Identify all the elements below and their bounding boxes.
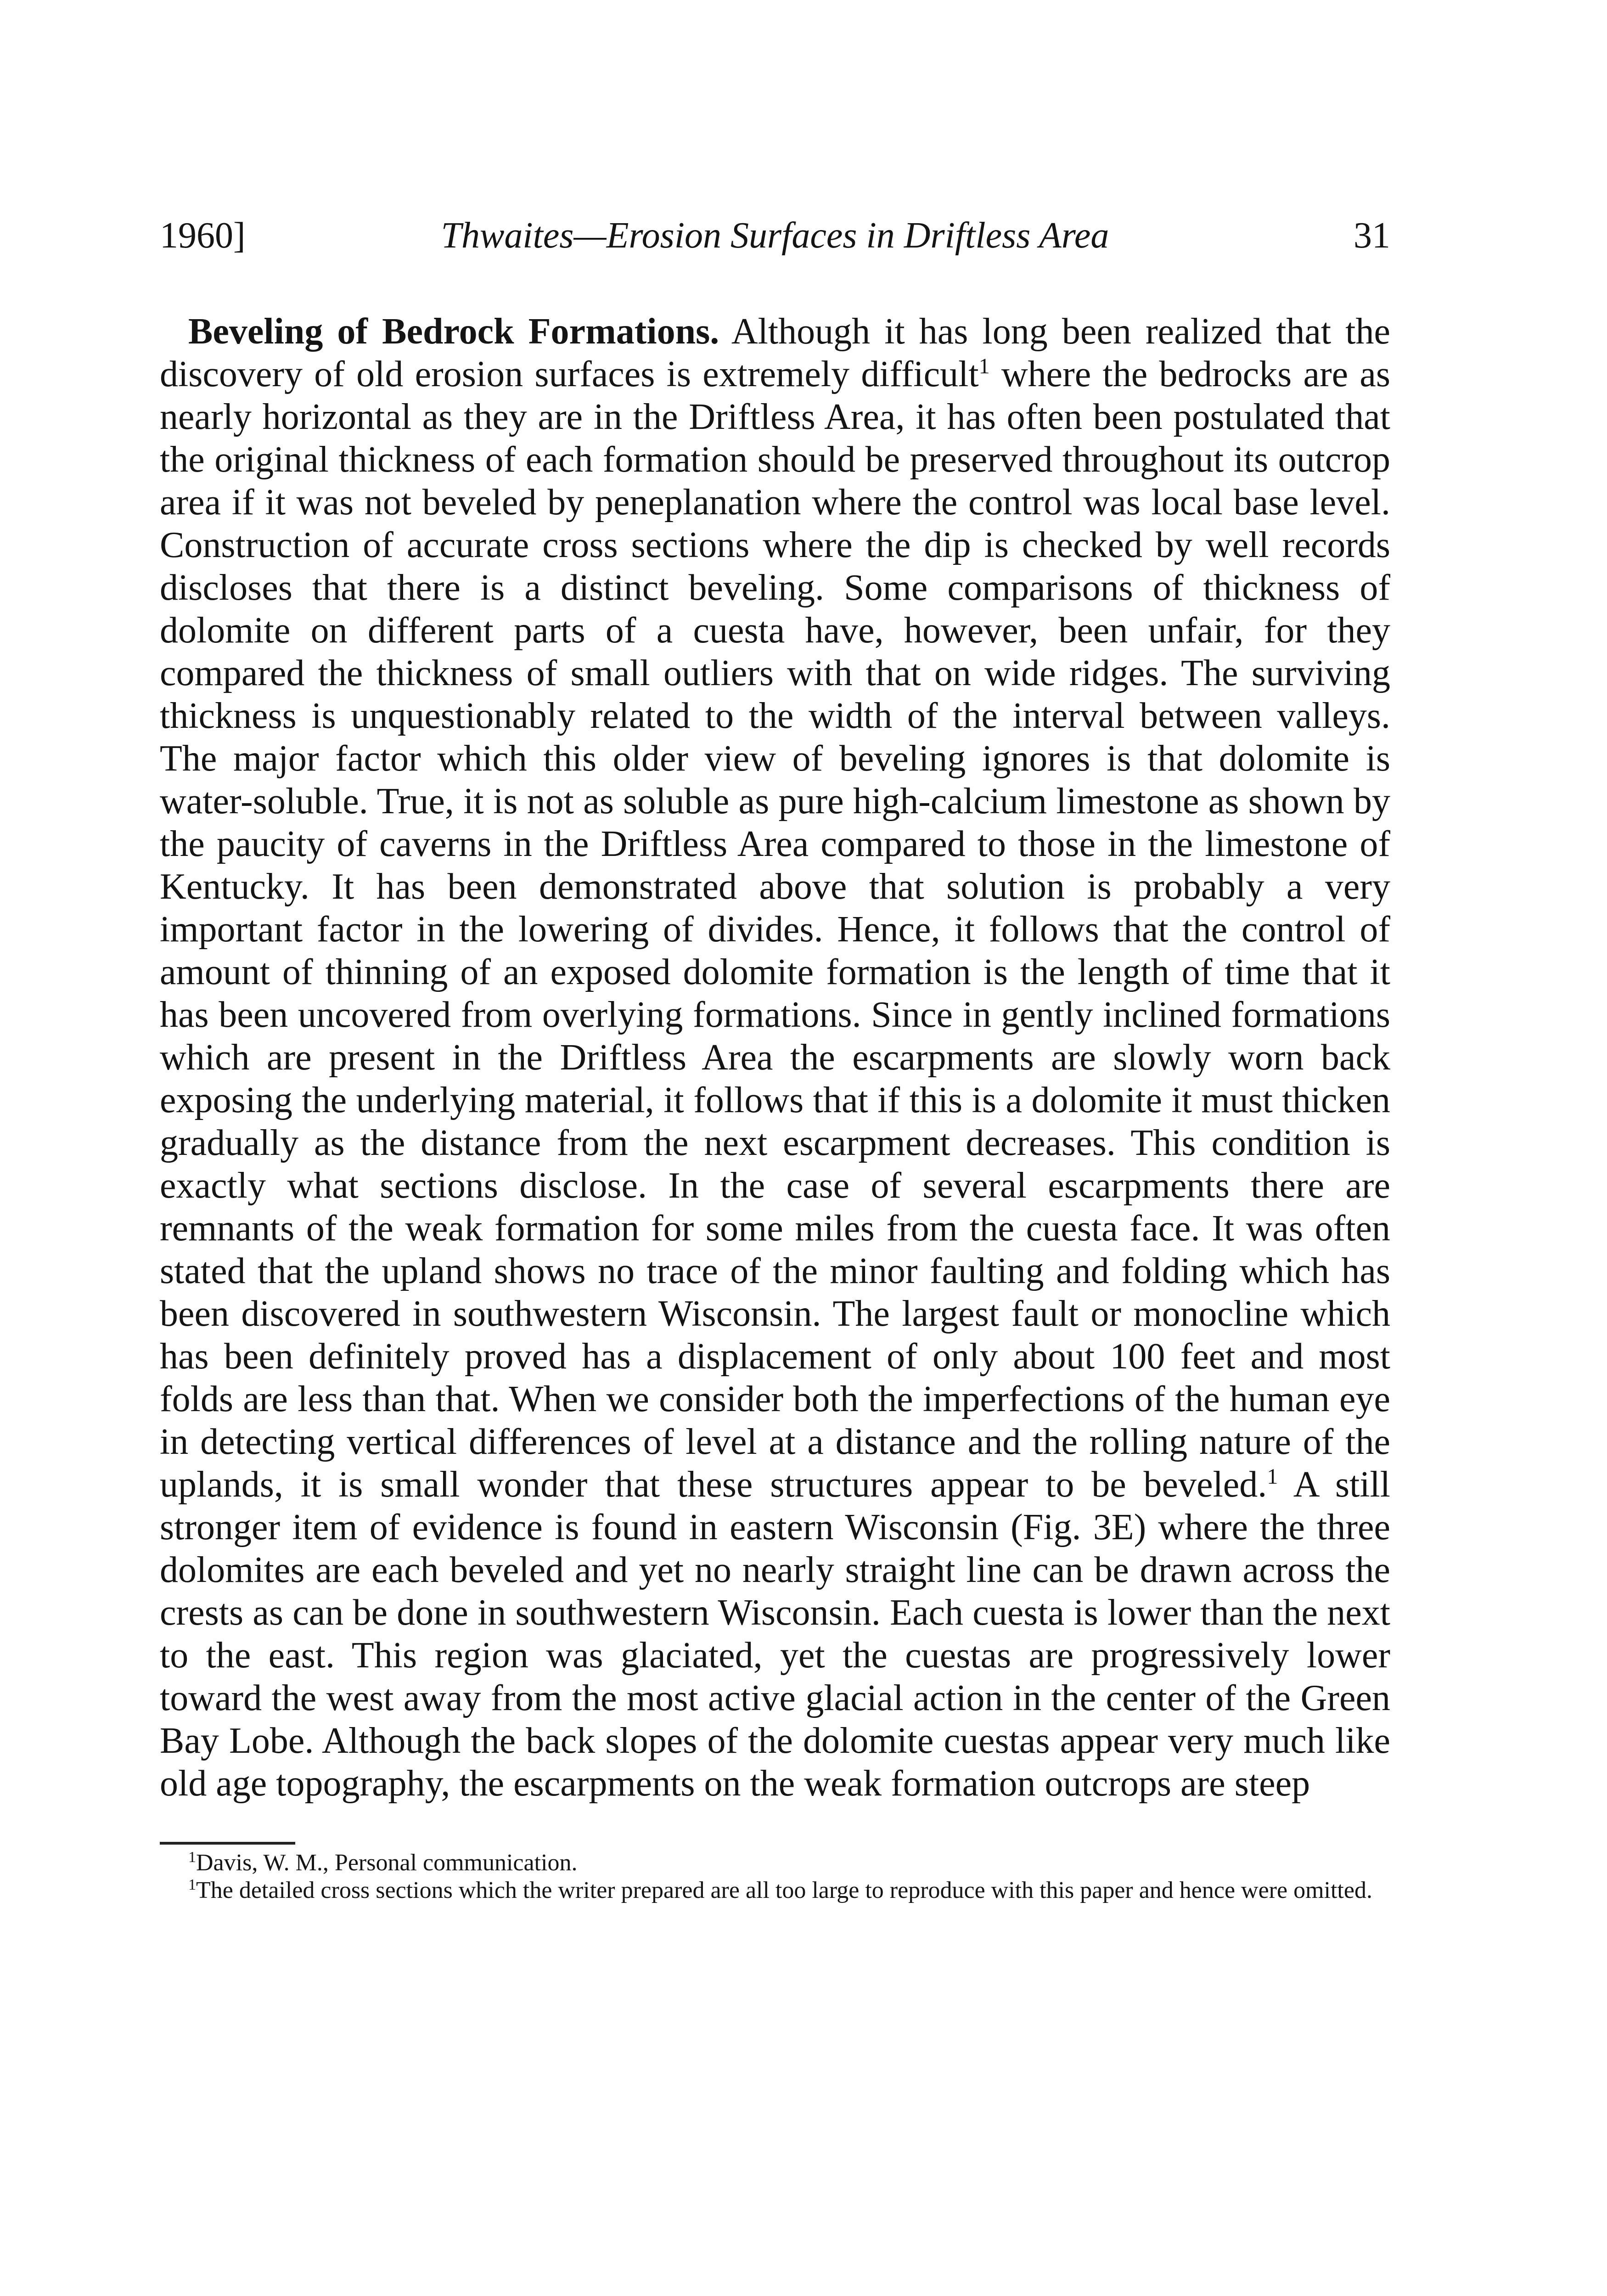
footnote-1 <box>160 1849 1390 1877</box>
footnote-2-text: The detailed cross sections which the writer prepared are all too large to reproduce with this paper and hence were omitted. <box>196 1877 1372 1903</box>
footnotes <box>160 1849 1390 1904</box>
body-paragraph <box>160 310 1390 1805</box>
body-text-part-1: Although it has long been realized that the discovery of old erosion surfaces is extremely difficult <box>160 311 1391 394</box>
footnote-1-marker: 1 <box>188 1849 196 1866</box>
footnote-2-marker: 1 <box>188 1876 196 1893</box>
journal-year: 1960] <box>160 215 246 256</box>
body-text-part-3: A still stronger item of evidence is found in eastern Wisconsin (Fig. 3E) where the three dolomites are each beveled and yet no nearly straight line can be drawn across the crests as can be done in southwestern Wisconsin. Each cuesta is lower than the next to the east. This region was glaciated, yet the cuestas are progressively lower toward the west away from the most active glacial action in the center of the Green Bay Lobe. Although the back slopes of the dolomite cuestas appear very much like old age topography, the escarpments on the weak formation outcrops are steep <box>160 1464 1391 1804</box>
footnote-rule <box>160 1842 295 1845</box>
running-title: Thwaites—Erosion Surfaces in Driftless Area <box>441 215 1109 256</box>
body-text-part-2: where the bedrocks are as nearly horizontal as they are in the Driftless Area, it has often been postulated that the original thickness of each formation should be preserved throughout its outcrop area if it was not beveled by peneplanation where the control was local base level. Construction of accurate cross sections where the dip is checked by well records discloses that there is a distinct beveling. Some comparisons of thickness of dolomite on different parts of a cuesta have, however, been unfair, for they compared the thickness of small outliers with that on wide ridges. The surviving thickness is unquestionably related to the width of the interval between valleys. The major factor which this older view of beveling ignores is that dolomite is water-soluble. True, it is not as soluble as pure high-calcium limestone as shown by the paucity of caverns in the Driftless Area compared to those in the limestone of Kentucky. It has been demonstrated above that solution is probably a very important factor in the lowering of divides. Hence, it follows that the control of amount of thinning of an exposed dolomite formation is the length of time that it has been uncovered from overlying formations. Since in gently inclined formations which are present in the Driftless Area the escarpments are slowly worn back exposing the underlying material, it follows that if this is a dolomite it must thicken gradually as the distance from the next escarpment decreases. This condition is exactly what sections disclose. In the case of several escarpments there are remnants of the weak formation for some miles from the cuesta face. It was often stated that the upland shows no trace of the minor faulting and folding which has been discovered in southwestern Wisconsin. The largest fault or monocline which has been definitely proved has a displacement of only about 100 feet and most folds are less than that. When we consider both the imperfections of the human eye in detecting vertical differences of level at a distance and the rolling nature of the uplands, it is small wonder that these structures appear to be beveled. <box>160 354 1391 1505</box>
page-number: 31 <box>1354 215 1390 256</box>
footnote-marker-2: 1 <box>1267 1464 1278 1489</box>
page <box>160 210 1390 1904</box>
footnote-2 <box>160 1877 1390 1904</box>
section-heading: Beveling of Bedrock Formations. <box>188 311 719 352</box>
footnote-1-text: Davis, W. M., Personal communication. <box>196 1850 578 1876</box>
running-head <box>160 210 1390 261</box>
footnote-marker-1: 1 <box>978 354 990 378</box>
